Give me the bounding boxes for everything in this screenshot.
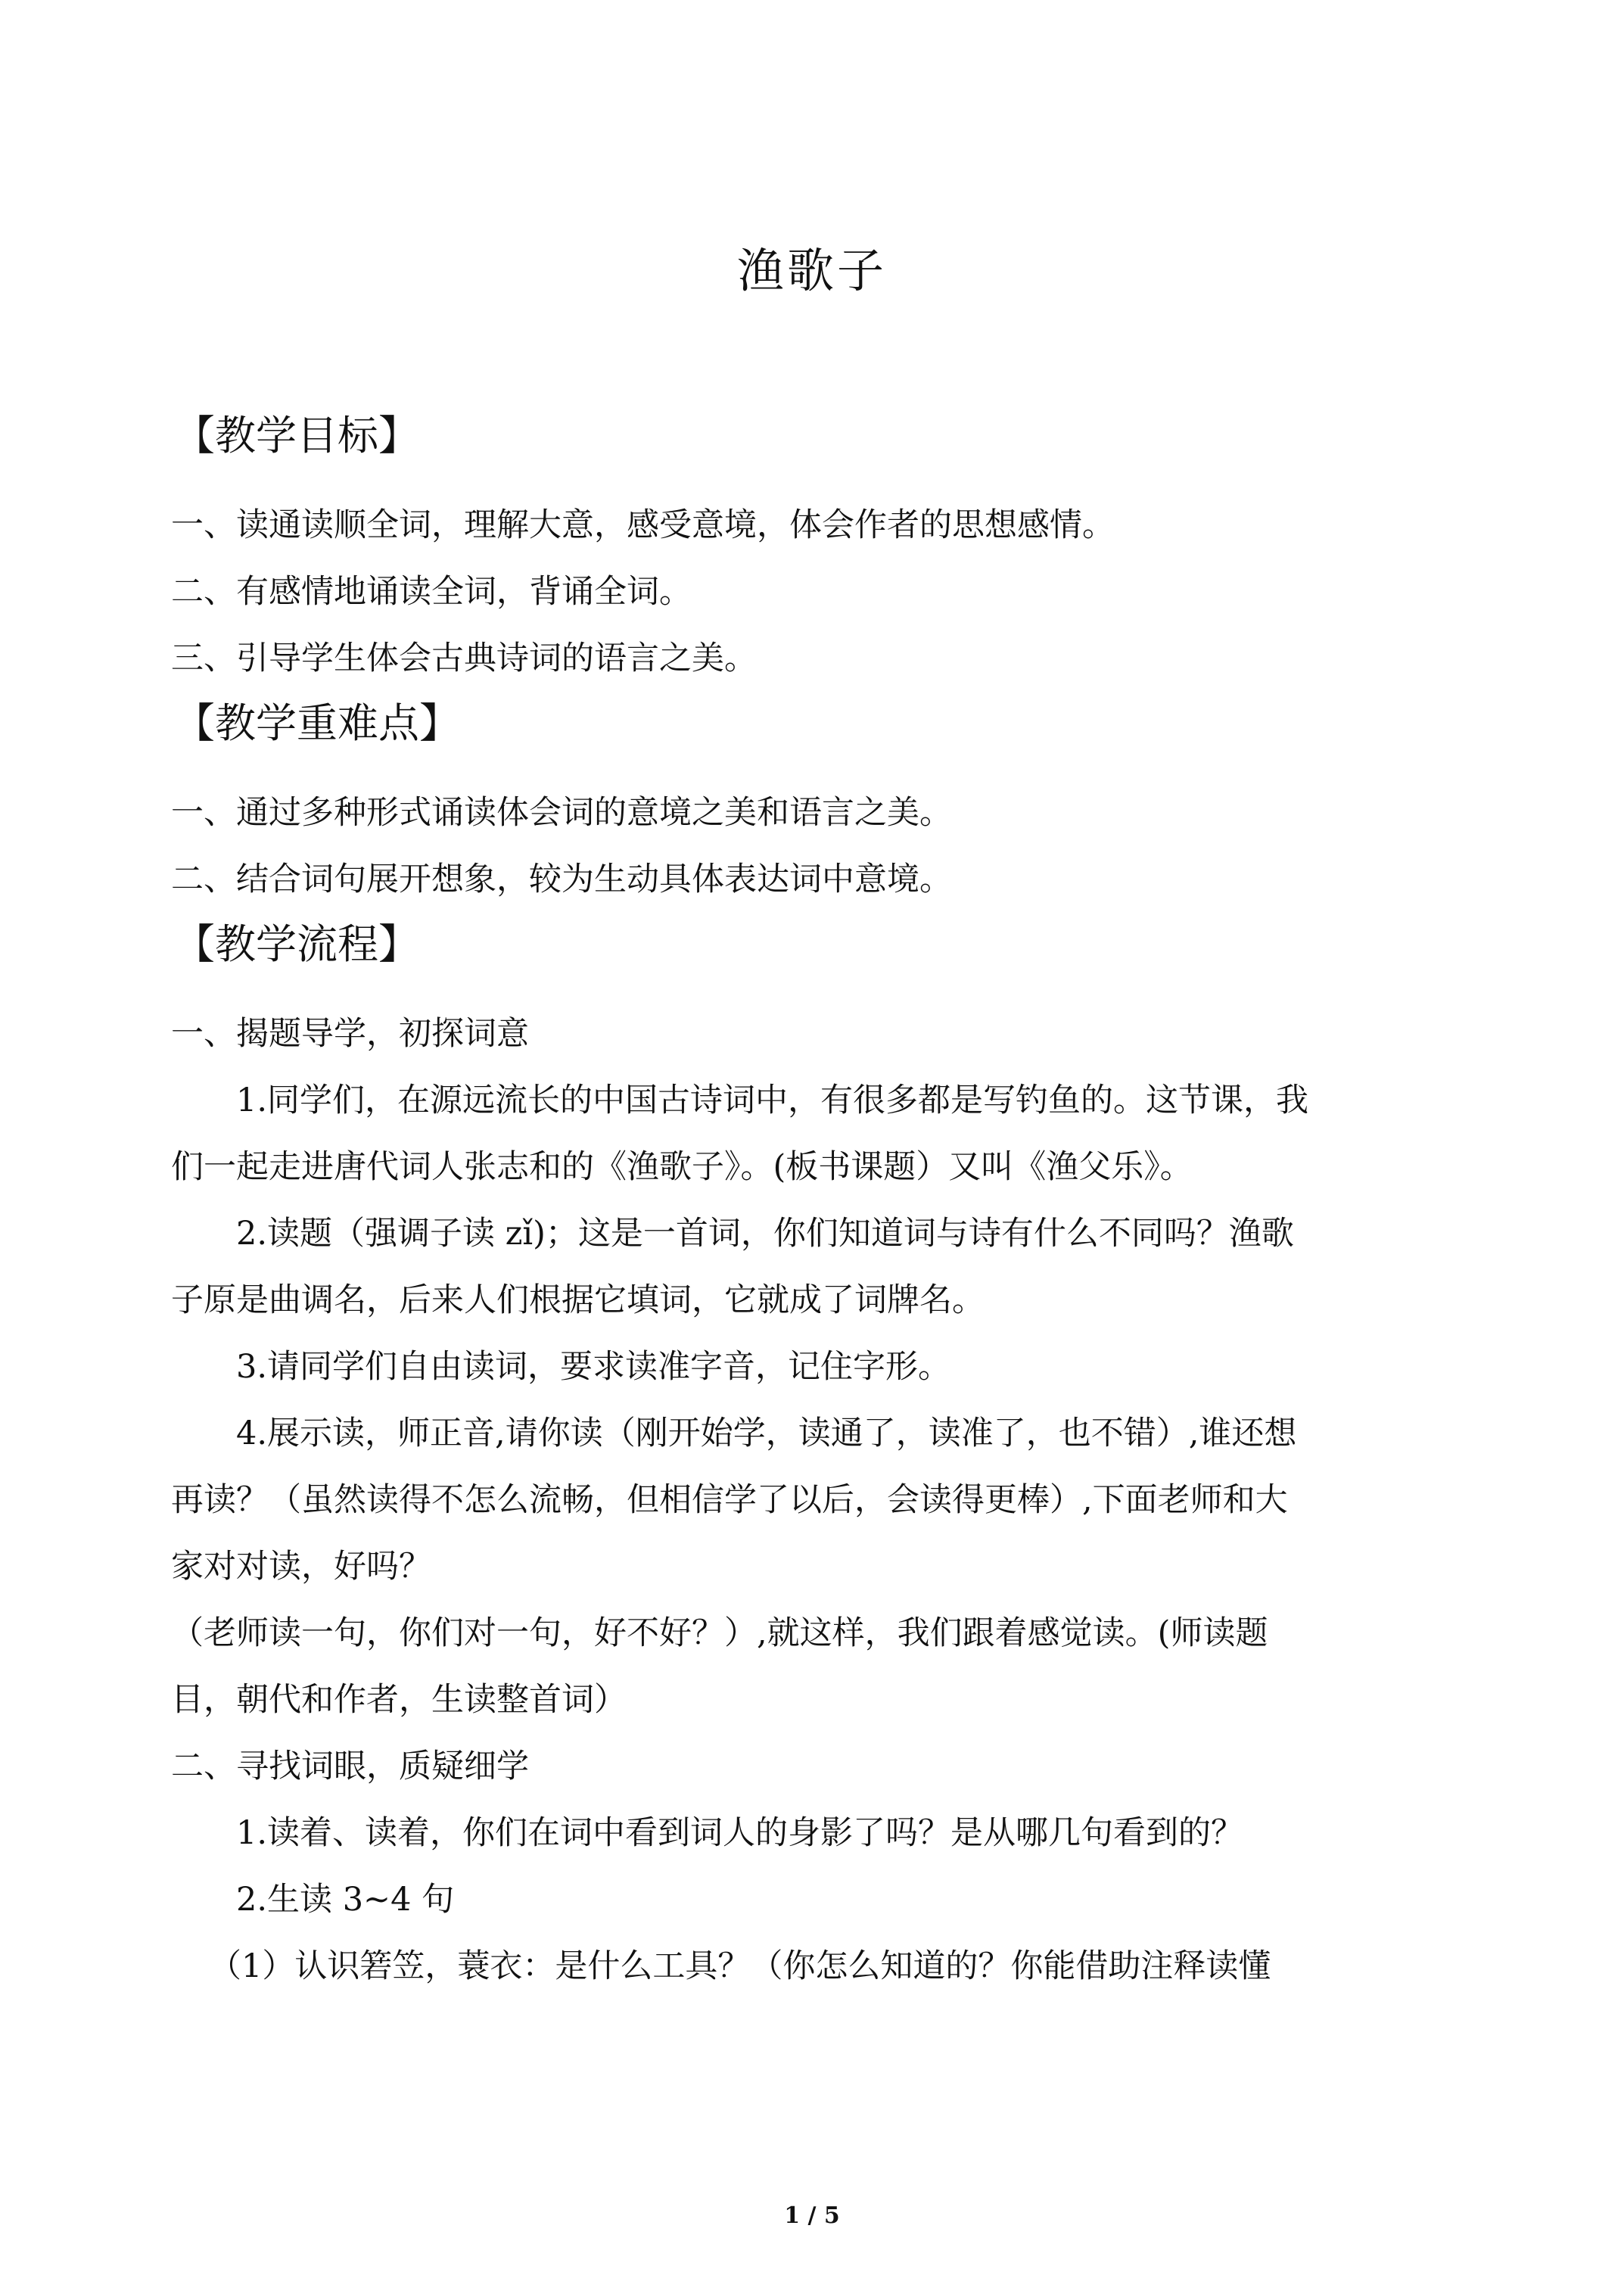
process-line: 目，朝代和作者，生读整首词）: [171, 1681, 627, 1719]
document-body: [171, 409, 1473, 2000]
process-step-1-title: 一、揭题导学，初探词意: [171, 1015, 529, 1053]
document-title: 渔歌子: [736, 243, 887, 298]
process-line: （老师读一句，你们对一句，好不好？）,就这样，我们跟着感觉读。(师读题: [171, 1614, 1268, 1652]
process-line: 再读？（虽然读得不怎么流畅，但相信学了以后，会读得更棒）,下面老师和大: [171, 1481, 1288, 1519]
process-line: 4.展示读，师正音,请你读（刚开始学，读通了，读准了，也不错）,谁还想: [236, 1415, 1297, 1452]
section-heading-teaching-goals: 【教学目标】: [174, 412, 419, 459]
process-line: 3.请同学们自由读词，要求读准字音，记住字形。: [236, 1348, 951, 1386]
section-heading-teaching-process: 【教学流程】: [174, 920, 419, 968]
process-line: 2.生读 3~4 句: [236, 1881, 455, 1919]
process-line: （1）认识箬笠，蓑衣：是什么工具？（你怎么知道的？你能借助注释读懂: [209, 1947, 1271, 1985]
key-point-item-2: 二、结合词句展开想象，较为生动具体表达词中意境。: [171, 861, 952, 898]
process-line: 1.同学们，在源远流长的中国古诗词中，有很多都是写钓鱼的。这节课，我: [236, 1082, 1309, 1119]
goal-item-2: 二、有感情地诵读全词，背诵全词。: [171, 573, 692, 611]
process-line: 们一起走进唐代词人张志和的《渔歌子》。(板书课题）又叫《渔父乐》。: [171, 1148, 1193, 1186]
page-indicator: 1 / 5: [784, 2202, 840, 2229]
goal-item-1: 一、读通读顺全词，理解大意，感受意境，体会作者的思想感情。: [171, 506, 1115, 544]
key-point-item-1: 一、通过多种形式诵读体会词的意境之美和语言之美。: [171, 794, 952, 832]
goal-item-3: 三、引导学生体会古典诗词的语言之美。: [171, 640, 757, 677]
process-step-2-title: 二、寻找词眼，质疑细学: [171, 1748, 529, 1785]
process-line: 2.读题（强调子读 zǐ)；这是一首词，你们知道词与诗有什么不同吗？渔歌: [236, 1215, 1294, 1253]
section-heading-key-points: 【教学重难点】: [174, 699, 460, 747]
process-line: 家对对读，好吗？: [171, 1548, 431, 1586]
process-line: 1.读着、读着，你们在词中看到词人的身影了吗？是从哪几句看到的？: [236, 1814, 1244, 1852]
process-line: 子原是曲调名，后来人们根据它填词，它就成了词牌名。: [171, 1281, 985, 1319]
